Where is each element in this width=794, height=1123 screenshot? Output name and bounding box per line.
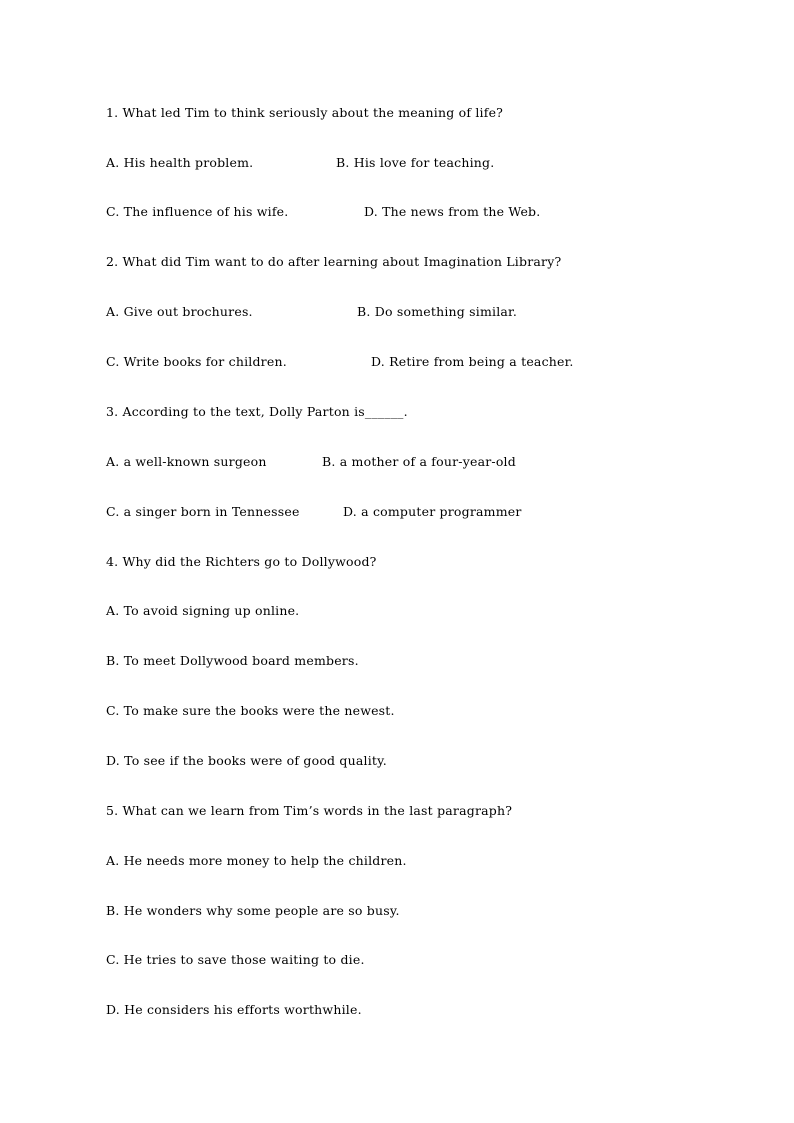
- question-4-option-c: C. To make sure the books were the newest.: [106, 703, 395, 718]
- question-2-option-d: D. Retire from being a teacher.: [371, 354, 574, 369]
- question-1-option-a: A. His health problem.: [106, 155, 254, 170]
- question-5-option-a: A. He needs more money to help the children.: [106, 853, 407, 868]
- question-4-option-d: D. To see if the books were of good quality.: [106, 753, 387, 768]
- question-2-option-a: A. Give out brochures.: [106, 304, 253, 319]
- question-3-option-b: B. a mother of a four-year-old: [322, 454, 516, 469]
- question-4-option-b: B. To meet Dollywood board members.: [106, 653, 359, 668]
- question-3-option-d: D. a computer programmer: [343, 504, 522, 519]
- question-3-option-a: A. a well-known surgeon: [106, 454, 267, 469]
- question-5-option-c: C. He tries to save those waiting to die.: [106, 952, 365, 967]
- question-5-option-b: B. He wonders why some people are so busy.: [106, 903, 400, 918]
- question-2-option-c: C. Write books for children.: [106, 354, 287, 369]
- question-1-option-b: B. His love for teaching.: [336, 155, 495, 170]
- question-5-option-d: D. He considers his efforts worthwhile.: [106, 1002, 362, 1017]
- question-2-stem: 2. What did Tim want to do after learning about Imagination Library?: [106, 254, 562, 269]
- question-1-stem: 1. What led Tim to think seriously about the meaning of life?: [106, 105, 504, 120]
- question-1-option-c: C. The influence of his wife.: [106, 204, 289, 219]
- question-3-option-c: C. a singer born in Tennessee: [106, 504, 300, 519]
- question-4-option-a: A. To avoid signing up online.: [106, 603, 300, 618]
- question-5-stem: 5. What can we learn from Tim’s words in the last paragraph?: [106, 803, 513, 818]
- question-1-option-d: D. The news from the Web.: [364, 204, 541, 219]
- question-2-option-b: B. Do something similar.: [357, 304, 518, 319]
- question-4-stem: 4. Why did the Richters go to Dollywood?: [106, 554, 377, 569]
- question-3-stem: 3. According to the text, Dolly Parton is______.: [106, 404, 408, 419]
